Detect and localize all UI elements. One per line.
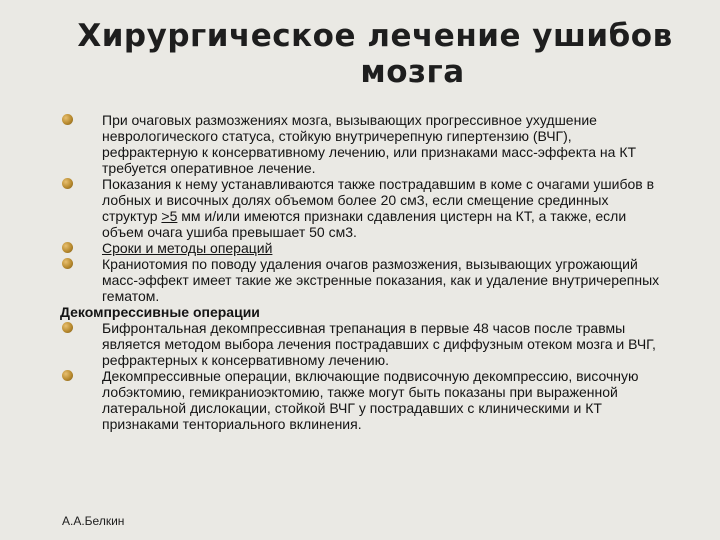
author-footer: А.А.Белкин bbox=[62, 514, 125, 528]
slide-title bbox=[0, 18, 720, 90]
bullet-item bbox=[102, 320, 667, 368]
bullet-text: Краниотомия по поводу удаления очагов размозжения, вызывающих угрожающий масс-эффект имеет такие же экстренные показания, как и удаление внутричерепных гематом. bbox=[102, 256, 660, 304]
bullet-icon bbox=[62, 322, 73, 333]
bullet-text: При очаговых размозжениях мозга, вызывающих прогрессивное ухудшение неврологического статуса, стойкую внутричерепную гипертензию (ВЧГ), рефрактерную к консервативному лечению, или признаками масс-эффекта на КТ требуется оперативное лечение. bbox=[102, 112, 637, 176]
slide-body bbox=[0, 112, 720, 432]
bullet-item bbox=[102, 368, 667, 432]
bullet-item bbox=[102, 240, 667, 256]
title-line-2: мозга bbox=[360, 54, 465, 90]
bullet-text-link[interactable]: Сроки и методы операций bbox=[102, 240, 273, 256]
section-heading: Декомпрессивные операции bbox=[60, 304, 260, 320]
bullet-text: мм и/или имеются признаки сдавления цистерн на КТ, а также, если объем очага ушиба превышает 50 см3. bbox=[102, 208, 627, 240]
bullet-icon bbox=[62, 114, 73, 125]
bullet-item bbox=[102, 112, 667, 176]
bullet-icon bbox=[62, 370, 73, 381]
bullet-text-underlined: >5 bbox=[161, 208, 178, 224]
bullet-text: Бифронтальная декомпрессивная трепанация в первые 48 часов после травмы является методом выбора лечения пострадавших с диффузным отеком мозга и ВЧГ, рефрактерных к консервативному лечению. bbox=[102, 320, 656, 368]
title-line-1: Хирургическое лечение ушибов bbox=[77, 18, 673, 54]
bullet-text: Декомпрессивные операции, включающие подвисочную декомпрессию, височную лобэктомию, гемикраниоэктомию, также могут быть показаны при выраженной латеральной дислокации, стойкой ВЧГ у пострадавших с клиническими и КТ признаками тенториального вклинения. bbox=[102, 368, 639, 432]
bullet-item bbox=[102, 176, 667, 240]
bullet-icon bbox=[62, 242, 73, 253]
bullet-item bbox=[102, 256, 667, 304]
bullet-icon bbox=[62, 178, 73, 189]
bullet-icon bbox=[62, 258, 73, 269]
bullet-text: Показания к нему устанавливаются также пострадавшим в коме с очагами ушибов в лобных и височных долях объемом более 20 см3, если смещение срединных структур bbox=[102, 176, 655, 224]
